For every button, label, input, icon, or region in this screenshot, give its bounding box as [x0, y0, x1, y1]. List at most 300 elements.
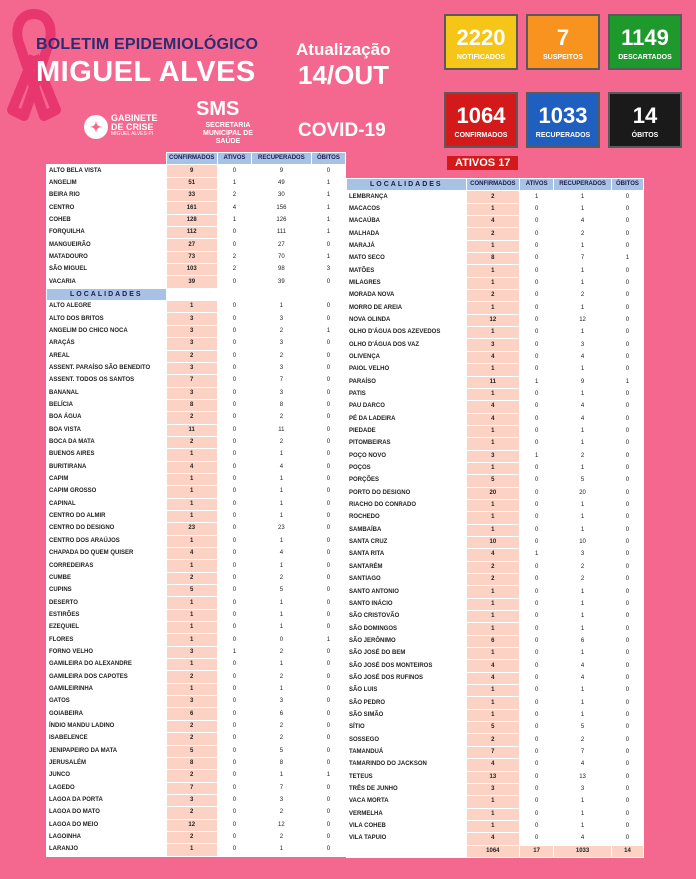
table-row: [47, 461, 346, 473]
recuperados-value: 3: [252, 338, 312, 350]
table-row: [347, 475, 644, 487]
city-name: MIGUEL ALVES: [36, 56, 256, 88]
locality-name: VACARIA: [47, 276, 167, 288]
recuperados-value: 1: [252, 510, 312, 522]
recuperados-value: 2: [252, 412, 312, 424]
obitos-value: 0: [611, 413, 643, 425]
locality-name: BEIRA RIO: [47, 190, 167, 202]
obitos-value: 0: [311, 807, 345, 819]
locality-name: SÃO SIMÃO: [347, 709, 467, 721]
ativos-value: 0: [520, 499, 554, 511]
recuperados-value: 7: [554, 746, 612, 758]
table-row: [47, 412, 346, 424]
confirmados-value: 1: [466, 808, 519, 820]
recuperados-value: 2: [554, 734, 612, 746]
locality-name: FORQUILHA: [47, 227, 167, 239]
locality-name: NOVA OLINDA: [347, 314, 467, 326]
confirmados-value: 1: [466, 697, 519, 709]
ativos-value: 1: [217, 646, 251, 658]
recuperados-value: 1: [554, 623, 612, 635]
ativos-value: 0: [217, 733, 251, 745]
ativos-value: 0: [520, 425, 554, 437]
confirmados-value: 10: [466, 536, 519, 548]
ativos-value: 0: [520, 351, 554, 363]
obitos-value: 0: [611, 771, 643, 783]
confirmados-value: 2: [466, 561, 519, 573]
confirmados-value: 4: [466, 549, 519, 561]
confirmados-value: 3: [466, 783, 519, 795]
ativos-value: 0: [520, 364, 554, 376]
table-row: [47, 399, 346, 411]
ativos-value: 0: [520, 833, 554, 845]
ativos-value: 0: [217, 671, 251, 683]
table-row: [47, 597, 346, 609]
recuperados-value: 1: [252, 597, 312, 609]
table-row: [47, 548, 346, 560]
obitos-value: 0: [311, 671, 345, 683]
locality-name: COHEB: [47, 214, 167, 226]
locality-name: LEMBRANÇA: [347, 191, 467, 203]
obitos-value: 0: [311, 412, 345, 424]
table-row: [347, 820, 644, 832]
ativos-value: 0: [217, 424, 251, 436]
locality-name: MATADOURO: [47, 251, 167, 263]
confirmados-value: 103: [166, 264, 217, 276]
obitos-value: 0: [611, 574, 643, 586]
obitos-value: 1: [311, 251, 345, 263]
obitos-value: 0: [611, 339, 643, 351]
recuperados-value: 156: [252, 202, 312, 214]
obitos-value: 0: [611, 635, 643, 647]
locality-name: SÃO LUIS: [347, 685, 467, 697]
obitos-value: 0: [311, 597, 345, 609]
ativos-value: 0: [217, 523, 251, 535]
table-row: [47, 190, 346, 202]
blank-cell: [347, 845, 467, 857]
ativos-value: 0: [217, 720, 251, 732]
table-row: [347, 746, 644, 758]
obitos-value: 0: [311, 708, 345, 720]
recuperados-value: 7: [252, 375, 312, 387]
obitos-value: 0: [611, 290, 643, 302]
ativos-value: 0: [520, 475, 554, 487]
confirmados-value: 4: [466, 833, 519, 845]
obitos-value: 0: [611, 623, 643, 635]
confirmados-value: 1: [466, 796, 519, 808]
locality-name: VERMELHA: [347, 808, 467, 820]
ativos-value: 0: [217, 819, 251, 831]
table-row: [347, 351, 644, 363]
obitos-value: 0: [611, 425, 643, 437]
obitos-value: 1: [311, 202, 345, 214]
obitos-value: 1: [311, 190, 345, 202]
confirmados-value: 1: [466, 820, 519, 832]
locality-name: CENTRO DOS ARAÚJOS: [47, 535, 167, 547]
obitos-value: 0: [611, 438, 643, 450]
table-row: [347, 438, 644, 450]
confirmados-value: 8: [166, 399, 217, 411]
table-row: [47, 498, 346, 510]
ativos-value: 0: [520, 709, 554, 721]
stat-notificados: 2220 NOTIFICADOS: [444, 14, 518, 70]
recuperados-value: 1: [252, 560, 312, 572]
table-row: [47, 671, 346, 683]
recuperados-value: 4: [554, 833, 612, 845]
table-row: [47, 757, 346, 769]
confirmados-value: 7: [166, 782, 217, 794]
recuperados-value: 23: [252, 523, 312, 535]
obitos-value: 1: [311, 177, 345, 189]
locality-name: RIACHO DO CONRADO: [347, 499, 467, 511]
confirmados-value: 1: [166, 498, 217, 510]
ativos-value: 0: [520, 722, 554, 734]
obitos-value: 0: [311, 548, 345, 560]
obitos-value: 0: [311, 585, 345, 597]
obitos-value: 0: [311, 387, 345, 399]
table-row: [347, 549, 644, 561]
brazil-map-icon: ✦: [84, 115, 108, 139]
blank-cell: [311, 288, 345, 300]
table-row: [47, 227, 346, 239]
recuperados-value: 4: [554, 401, 612, 413]
table-row: [347, 697, 644, 709]
confirmados-value: 2: [466, 574, 519, 586]
confirmados-value: 1: [166, 634, 217, 646]
locality-name: PATIS: [347, 388, 467, 400]
localidades-label: LOCALIDADES: [47, 288, 167, 300]
obitos-value: 1: [311, 634, 345, 646]
locality-name: BOCA DA MATA: [47, 436, 167, 448]
confirmados-value: 1: [466, 598, 519, 610]
recuperados-value: 5: [554, 475, 612, 487]
col-confirmados: CONFIRMADOS: [466, 179, 519, 191]
recuperados-value: 7: [554, 253, 612, 265]
locality-name: GATOS: [47, 696, 167, 708]
recuperados-value: 8: [252, 399, 312, 411]
locality-name: ANGELIM DO CHICO NOCA: [47, 325, 167, 337]
total-confirmados: 1064: [466, 845, 519, 857]
ativos-value: 2: [217, 190, 251, 202]
recuperados-value: 4: [252, 461, 312, 473]
confirmados-value: 1: [466, 240, 519, 252]
update-label: Atualização: [296, 40, 391, 59]
ativos-value: 0: [217, 831, 251, 843]
obitos-value: 0: [611, 734, 643, 746]
confirmados-value: 3: [166, 646, 217, 658]
locality-name: ESTIRÕES: [47, 609, 167, 621]
ativos-value: 0: [520, 240, 554, 252]
obitos-value: 0: [311, 424, 345, 436]
locality-name: OLHO D'ÁGUA DOS AZEVEDOS: [347, 327, 467, 339]
recuperados-value: 3: [554, 339, 612, 351]
recuperados-value: 2: [554, 561, 612, 573]
recuperados-value: 1: [554, 685, 612, 697]
table-row: [47, 325, 346, 337]
recuperados-value: 1: [554, 499, 612, 511]
confirmados-value: 39: [166, 276, 217, 288]
recuperados-value: 6: [252, 708, 312, 720]
locality-name: LAGOA DA PORTA: [47, 794, 167, 806]
ativos-value: 1: [520, 450, 554, 462]
table-row: [47, 572, 346, 584]
obitos-value: 3: [311, 264, 345, 276]
confirmados-value: 3: [166, 338, 217, 350]
recuperados-value: 2: [252, 325, 312, 337]
obitos-value: 0: [311, 313, 345, 325]
table-row: [47, 313, 346, 325]
table-row: [347, 487, 644, 499]
table-row: [47, 683, 346, 695]
table-row: [347, 314, 644, 326]
ativos-value: 0: [520, 635, 554, 647]
recuperados-value: 4: [554, 351, 612, 363]
obitos-value: 0: [311, 646, 345, 658]
obitos-value: 0: [611, 351, 643, 363]
col-ativos: ATIVOS: [217, 153, 251, 165]
obitos-value: 0: [611, 697, 643, 709]
obitos-value: 0: [611, 722, 643, 734]
recuperados-value: 2: [252, 831, 312, 843]
ativos-value: 0: [217, 659, 251, 671]
table-row: [347, 759, 644, 771]
table-row: [347, 722, 644, 734]
locality-name: ISABELENCE: [47, 733, 167, 745]
table-row: [47, 634, 346, 646]
locality-name: PORTO DO DESIGNO: [347, 487, 467, 499]
col-recuperados: RECUPERADOS: [554, 179, 612, 191]
ativos-value: 0: [217, 844, 251, 856]
recuperados-value: 12: [252, 819, 312, 831]
obitos-value: 0: [611, 487, 643, 499]
ativos-value: 1: [520, 549, 554, 561]
locality-name: TETEUS: [347, 771, 467, 783]
recuperados-value: 4: [252, 548, 312, 560]
table-row: [47, 609, 346, 621]
recuperados-value: 2: [554, 290, 612, 302]
ativos-value: 0: [217, 757, 251, 769]
ativos-value: 0: [520, 783, 554, 795]
col-obitos: ÓBITOS: [611, 179, 643, 191]
ativos-value: 0: [217, 350, 251, 362]
ativos-value: 0: [520, 228, 554, 240]
confirmados-value: 4: [466, 672, 519, 684]
locality-name: ROCHEDO: [347, 512, 467, 524]
gabinete-line1: GABINETE: [111, 113, 158, 123]
recuperados-value: 1: [554, 388, 612, 400]
ativos-value: 0: [520, 536, 554, 548]
confirmados-value: 1: [466, 425, 519, 437]
locality-name: PARAÍSO: [347, 376, 467, 388]
ativos-value: 0: [217, 622, 251, 634]
bulletin-title: BOLETIM EPIDEMIOLÓGICO: [36, 36, 259, 53]
locality-name: LAGOA DO MATO: [47, 807, 167, 819]
confirmados-value: 2: [166, 671, 217, 683]
confirmados-value: 4: [466, 351, 519, 363]
confirmados-value: 1: [466, 524, 519, 536]
ativos-value: 2: [217, 251, 251, 263]
locality-name: MORADA NOVA: [347, 290, 467, 302]
locality-name: GAMILEIRA DOS CAPOTES: [47, 671, 167, 683]
obitos-value: 0: [611, 401, 643, 413]
obitos-value: 0: [311, 819, 345, 831]
locality-name: MATÕES: [347, 265, 467, 277]
confirmados-value: 2: [166, 572, 217, 584]
locality-name: LAGOINHA: [47, 831, 167, 843]
locality-name: MANGUEIRÃO: [47, 239, 167, 251]
obitos-value: 0: [311, 720, 345, 732]
confirmados-value: 6: [466, 635, 519, 647]
ativos-value: 0: [217, 807, 251, 819]
table-row: [47, 782, 346, 794]
table-row: [347, 376, 644, 388]
recuperados-value: 2: [252, 436, 312, 448]
totals-row: [347, 845, 644, 857]
confirmados-value: 1: [166, 683, 217, 695]
ativos-value: 0: [520, 388, 554, 400]
locality-name: SÃO PEDRO: [347, 697, 467, 709]
obitos-value: 1: [311, 325, 345, 337]
table-row: [347, 462, 644, 474]
table-row: [47, 301, 346, 313]
ativos-value: 0: [520, 290, 554, 302]
recuperados-value: 2: [554, 574, 612, 586]
recuperados-value: 1: [554, 327, 612, 339]
table-row: [347, 228, 644, 240]
confirmados-value: 1: [166, 844, 217, 856]
confirmados-value: 13: [466, 771, 519, 783]
table-row: [47, 251, 346, 263]
confirmados-value: 4: [466, 413, 519, 425]
obitos-value: 0: [311, 239, 345, 251]
confirmados-value: 112: [166, 227, 217, 239]
ativos-value: 0: [217, 301, 251, 313]
locality-name: CAPIM GROSSO: [47, 486, 167, 498]
obitos-value: 0: [311, 622, 345, 634]
obitos-value: 0: [311, 831, 345, 843]
confirmados-value: 6: [166, 708, 217, 720]
confirmados-value: 1: [466, 685, 519, 697]
ativos-value: 0: [520, 253, 554, 265]
ativos-value: 0: [520, 512, 554, 524]
locality-name: SANTO ANTONIO: [347, 586, 467, 598]
obitos-value: 0: [611, 314, 643, 326]
recuperados-value: 1: [554, 648, 612, 660]
locality-name: MACAÚBA: [347, 216, 467, 228]
obitos-value: 0: [611, 450, 643, 462]
locality-name: CENTRO DO ALMIR: [47, 510, 167, 522]
obitos-value: 0: [611, 240, 643, 252]
locality-name: BELÍCIA: [47, 399, 167, 411]
ativos-value: 0: [520, 598, 554, 610]
subject-label: COVID-19: [298, 120, 386, 141]
confirmados-value: 2: [166, 807, 217, 819]
left-table-header: [47, 153, 346, 165]
locality-name: FLORES: [47, 634, 167, 646]
confirmados-value: 1: [166, 301, 217, 313]
ativos-value: 0: [217, 338, 251, 350]
table-row: [47, 375, 346, 387]
ativos-value: 0: [520, 746, 554, 758]
locality-name: SANTA CRUZ: [347, 536, 467, 548]
ativos-value: 0: [520, 401, 554, 413]
confirmados-value: 7: [166, 375, 217, 387]
ativos-value: 0: [217, 782, 251, 794]
locality-name: PAIOL VELHO: [347, 364, 467, 376]
table-row: [47, 387, 346, 399]
table-row: [47, 831, 346, 843]
locality-name: POÇOS: [347, 462, 467, 474]
sms-subtitle: SECRETARIA MUNICIPAL DE SAÚDE: [203, 122, 253, 145]
recuperados-value: 1: [554, 277, 612, 289]
obitos-value: 0: [611, 833, 643, 845]
locality-name: SÃO JOSÉ DOS MONTEIROS: [347, 660, 467, 672]
locality-name: CAPIM: [47, 473, 167, 485]
locality-name: SÃO JOSÉ DO BEM: [347, 648, 467, 660]
table-row: [347, 277, 644, 289]
table-row: [47, 733, 346, 745]
table-row: [47, 264, 346, 276]
locality-name: SÃO DOMINGOS: [347, 623, 467, 635]
confirmados-value: 2: [466, 734, 519, 746]
recuperados-value: 27: [252, 239, 312, 251]
ativos-value: 4: [217, 202, 251, 214]
locality-name: SANTARÉM: [347, 561, 467, 573]
confirmados-value: 3: [466, 450, 519, 462]
locality-name: LAGEDO: [47, 782, 167, 794]
confirmados-value: 4: [466, 216, 519, 228]
ativos-value: 0: [217, 473, 251, 485]
locality-name: GOIABEIRA: [47, 708, 167, 720]
ativos-value: 0: [520, 648, 554, 660]
table-row: [47, 659, 346, 671]
sms-label: SMS: [196, 98, 240, 120]
locality-name: CENTRO: [47, 202, 167, 214]
stat-recuperados: 1033 RECUPERADOS: [526, 92, 600, 148]
table-row: [47, 708, 346, 720]
confirmados-value: 8: [466, 253, 519, 265]
table-row: [47, 819, 346, 831]
ativos-value: 0: [520, 586, 554, 598]
recuperados-value: 1: [554, 302, 612, 314]
locality-name: CHAPADA DO QUEM QUISER: [47, 548, 167, 560]
table-row: [47, 214, 346, 226]
confirmados-value: 5: [466, 722, 519, 734]
recuperados-value: 20: [554, 487, 612, 499]
recuperados-value: 9: [554, 376, 612, 388]
table-row: [347, 648, 644, 660]
locality-name: PÉ DA LADEIRA: [347, 413, 467, 425]
confirmados-value: 1: [466, 265, 519, 277]
obitos-value: 0: [611, 561, 643, 573]
confirmados-value: 73: [166, 251, 217, 263]
locality-name: LARANJO: [47, 844, 167, 856]
localidades-section-header: [47, 288, 346, 300]
obitos-value: 0: [611, 536, 643, 548]
table-row: [347, 339, 644, 351]
obitos-value: 0: [611, 277, 643, 289]
confirmados-value: 1: [466, 203, 519, 215]
locality-name: PAU DARCO: [347, 401, 467, 413]
ativos-value: 0: [217, 461, 251, 473]
recuperados-value: 7: [252, 782, 312, 794]
confirmados-value: 4: [166, 461, 217, 473]
table-row: [347, 191, 644, 203]
recuperados-value: 10: [554, 536, 612, 548]
obitos-value: 0: [611, 216, 643, 228]
locality-name: AREAL: [47, 350, 167, 362]
recuperados-value: 1: [554, 820, 612, 832]
locality-name: LAGOA DO MEIO: [47, 819, 167, 831]
